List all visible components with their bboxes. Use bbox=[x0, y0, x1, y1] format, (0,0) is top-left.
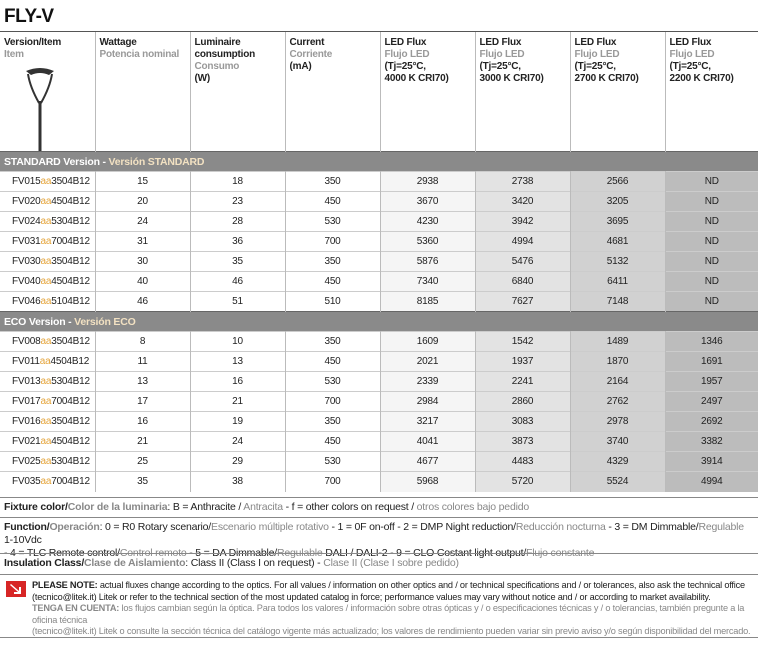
flux-3000-cell: 3083 bbox=[475, 412, 570, 432]
flux-2200-cell: ND bbox=[665, 252, 758, 272]
flux-2200-cell: 1346 bbox=[665, 332, 758, 352]
item-code-pre: FV016 bbox=[12, 416, 41, 427]
section-title-eco-es: Versión ECO bbox=[74, 315, 136, 328]
flux-2700-cell: 1489 bbox=[570, 332, 665, 352]
current-cell: 530 bbox=[285, 452, 380, 472]
item-code-aa: aa bbox=[40, 476, 52, 488]
current-cell: 700 bbox=[285, 392, 380, 412]
note-color-text-es2: otros colores bajo pedido bbox=[416, 501, 529, 513]
flux-2700-cell: 3740 bbox=[570, 432, 665, 452]
col-wattage bbox=[95, 32, 190, 152]
item-code bbox=[0, 192, 95, 212]
col-flux-4000-t1: (Tj=25°C, bbox=[384, 61, 426, 72]
item-code bbox=[0, 472, 95, 492]
item-code-pre: FV040 bbox=[12, 276, 41, 287]
flux-4000-cell: 2021 bbox=[380, 352, 475, 372]
header-row bbox=[0, 32, 758, 152]
item-code bbox=[0, 232, 95, 252]
current-cell: 450 bbox=[285, 352, 380, 372]
flux-2700-cell: 6411 bbox=[570, 272, 665, 292]
table-row bbox=[0, 272, 758, 292]
item-code-pre: FV025 bbox=[12, 456, 41, 467]
col-consumption-en2: consumption bbox=[194, 49, 256, 60]
item-code-aa: aa bbox=[40, 196, 52, 207]
table-row bbox=[0, 472, 758, 492]
flux-3000-cell: 1542 bbox=[475, 332, 570, 352]
flux-3000-cell: 3873 bbox=[475, 432, 570, 452]
note-color-text-en: : B = Anthracite / bbox=[167, 501, 244, 513]
flux-3000-cell: 4483 bbox=[475, 452, 570, 472]
col-flux-3000-es: Flujo LED bbox=[479, 49, 525, 60]
table-body bbox=[0, 152, 758, 492]
flux-2700-cell: 2164 bbox=[570, 372, 665, 392]
table-row bbox=[0, 192, 758, 212]
flux-2700-cell: 4681 bbox=[570, 232, 665, 252]
warning-text-en2: (tecnico@litek.it) Litek or refer to the technical section of the most updated catalog in force; performance values may vary without notice and / or according to market availability. bbox=[32, 591, 711, 602]
flux-2700-cell: 3205 bbox=[570, 192, 665, 212]
wattage-cell: 20 bbox=[95, 192, 190, 212]
note-function-l1e: - 3 = DM Dimmable/ bbox=[605, 521, 699, 533]
col-consumption bbox=[190, 32, 285, 152]
note-insulation bbox=[0, 553, 758, 573]
wattage-cell: 11 bbox=[95, 352, 190, 372]
consumption-cell: 10 bbox=[190, 332, 285, 352]
col-flux-4000-es: Flujo LED bbox=[384, 49, 430, 60]
item-code-post: 5304B12 bbox=[51, 376, 90, 387]
table-row bbox=[0, 432, 758, 452]
note-function-l2d: Regulable bbox=[277, 547, 323, 559]
item-code-post: 7004B12 bbox=[51, 236, 90, 247]
col-consumption-es: Consumo bbox=[194, 61, 240, 72]
flux-2200-cell: ND bbox=[665, 232, 758, 252]
flux-3000-cell: 3942 bbox=[475, 212, 570, 232]
flux-2700-cell: 3695 bbox=[570, 212, 665, 232]
item-code-post: 7004B12 bbox=[51, 476, 90, 488]
consumption-cell: 18 bbox=[190, 172, 285, 192]
flux-3000-cell: 7627 bbox=[475, 292, 570, 312]
item-code-pre: FV031 bbox=[12, 236, 41, 247]
section-title-standard-es: Versión STANDARD bbox=[108, 155, 205, 168]
item-code-aa: aa bbox=[40, 436, 52, 447]
note-color-text-en2: - f = other colors on request / bbox=[282, 501, 417, 513]
flux-4000-cell: 5968 bbox=[380, 472, 475, 492]
table-row bbox=[0, 452, 758, 472]
item-code bbox=[0, 252, 95, 272]
fly-v-luminaire-icon bbox=[18, 65, 62, 151]
product-table bbox=[0, 32, 758, 492]
item-code bbox=[0, 452, 95, 472]
current-cell: 350 bbox=[285, 412, 380, 432]
flux-3000-cell: 2860 bbox=[475, 392, 570, 412]
note-function-l2c: - 5 = DA Dimmable/ bbox=[186, 547, 278, 559]
note-function-label-en: Function/ bbox=[4, 521, 50, 533]
col-version-en: Version/Item bbox=[4, 37, 62, 48]
flux-2200-cell: ND bbox=[665, 292, 758, 312]
note-insulation-text-en: : Class II (Class I on request) - bbox=[185, 557, 324, 569]
wattage-cell: 31 bbox=[95, 232, 190, 252]
col-flux-3000-t1: (Tj=25°C, bbox=[479, 61, 521, 72]
item-code-post: 3504B12 bbox=[51, 256, 90, 267]
wattage-cell: 21 bbox=[95, 432, 190, 452]
current-cell: 700 bbox=[285, 472, 380, 492]
flux-3000-cell: 3420 bbox=[475, 192, 570, 212]
col-flux-2200-en: LED Flux bbox=[669, 37, 712, 48]
col-flux-2200-es: Flujo LED bbox=[669, 49, 715, 60]
col-flux-2700-en: LED Flux bbox=[574, 37, 617, 48]
flux-3000-cell: 1937 bbox=[475, 352, 570, 372]
col-flux-4000-t2: 4000 K CRI70) bbox=[384, 73, 449, 84]
note-function-l1f: Regulable bbox=[698, 521, 744, 533]
col-flux-3000-t2: 3000 K CRI70) bbox=[479, 73, 544, 84]
note-insulation-text-es: Clase II (Clase I sobre pedido) bbox=[323, 557, 459, 569]
flux-2700-cell: 2978 bbox=[570, 412, 665, 432]
item-code bbox=[0, 212, 95, 232]
item-code-post: 5304B12 bbox=[51, 456, 90, 467]
col-version-es: Item bbox=[4, 49, 24, 60]
flux-2700-cell: 4329 bbox=[570, 452, 665, 472]
wattage-cell: 46 bbox=[95, 292, 190, 312]
item-code-pre: FV013 bbox=[12, 376, 41, 387]
consumption-cell: 51 bbox=[190, 292, 285, 312]
item-code-pre: FV030 bbox=[12, 256, 41, 267]
item-code-post: 3504B12 bbox=[51, 176, 90, 187]
flux-3000-cell: 6840 bbox=[475, 272, 570, 292]
wattage-cell: 30 bbox=[95, 252, 190, 272]
table-row bbox=[0, 412, 758, 432]
note-color-label-es: Color de la luminaria bbox=[67, 501, 168, 513]
flux-2200-cell: ND bbox=[665, 272, 758, 292]
wattage-cell: 15 bbox=[95, 172, 190, 192]
flux-4000-cell: 3670 bbox=[380, 192, 475, 212]
item-code-pre: FV017 bbox=[12, 396, 41, 407]
flux-4000-cell: 8185 bbox=[380, 292, 475, 312]
note-color-text-es: Antracita bbox=[243, 501, 283, 513]
section-header-standard bbox=[0, 152, 758, 172]
wattage-cell: 13 bbox=[95, 372, 190, 392]
col-flux-4000 bbox=[380, 32, 475, 152]
current-cell: 450 bbox=[285, 272, 380, 292]
col-version bbox=[0, 32, 95, 152]
flux-2200-cell: 3914 bbox=[665, 452, 758, 472]
col-flux-4000-en: LED Flux bbox=[384, 37, 427, 48]
section-header-eco bbox=[0, 312, 758, 332]
col-current bbox=[285, 32, 380, 152]
flux-4000-cell: 5876 bbox=[380, 252, 475, 272]
table-row bbox=[0, 172, 758, 192]
note-function-l2a: - 4 = TLC Remote control/ bbox=[4, 547, 120, 559]
current-cell: 450 bbox=[285, 192, 380, 212]
flux-4000-cell: 2938 bbox=[380, 172, 475, 192]
col-flux-2200-t1: (Tj=25°C, bbox=[669, 61, 711, 72]
item-code-post: 3504B12 bbox=[51, 336, 90, 347]
flux-2200-cell: 1957 bbox=[665, 372, 758, 392]
item-code bbox=[0, 292, 95, 312]
section-title-standard-en: STANDARD Version - bbox=[4, 155, 109, 168]
item-code-aa: aa bbox=[40, 376, 52, 387]
col-wattage-es: Potencia nominal bbox=[99, 49, 180, 60]
current-cell: 510 bbox=[285, 292, 380, 312]
current-cell: 450 bbox=[285, 432, 380, 452]
note-insulation-label-es: Clase de Aislamiento bbox=[84, 557, 186, 569]
item-code-aa: aa bbox=[40, 176, 52, 187]
col-flux-2700-t2: 2700 K CRI70) bbox=[574, 73, 639, 84]
flux-2200-cell: ND bbox=[665, 192, 758, 212]
col-consumption-unit: (W) bbox=[194, 73, 210, 84]
consumption-cell: 23 bbox=[190, 192, 285, 212]
section-title-eco bbox=[0, 312, 758, 332]
note-function-l1c: - 1 = 0F on-off - 2 = DMP Night reduction/ bbox=[328, 521, 516, 533]
item-code-aa: aa bbox=[40, 256, 52, 267]
item-code-pre: FV015 bbox=[12, 176, 41, 187]
page-title: FLY-V bbox=[4, 6, 54, 27]
item-code-aa: aa bbox=[39, 356, 51, 367]
item-code-aa: aa bbox=[40, 416, 52, 427]
flux-3000-cell: 5720 bbox=[475, 472, 570, 492]
flux-4000-cell: 4041 bbox=[380, 432, 475, 452]
flux-2200-cell: 2497 bbox=[665, 392, 758, 412]
flux-3000-cell: 2241 bbox=[475, 372, 570, 392]
flux-2200-cell: 4994 bbox=[665, 472, 758, 492]
table-row bbox=[0, 212, 758, 232]
col-current-en: Current bbox=[289, 37, 325, 48]
warning-label-en: PLEASE NOTE: bbox=[32, 580, 98, 590]
col-flux-2700-es: Flujo LED bbox=[574, 49, 620, 60]
table-row bbox=[0, 252, 758, 272]
flux-4000-cell: 1609 bbox=[380, 332, 475, 352]
table-row bbox=[0, 392, 758, 412]
item-code bbox=[0, 432, 95, 452]
section-title-standard bbox=[0, 152, 758, 172]
item-code-pre: FV024 bbox=[12, 216, 41, 227]
wattage-cell: 40 bbox=[95, 272, 190, 292]
wattage-cell: 16 bbox=[95, 412, 190, 432]
note-function-l1a: : 0 = R0 Rotary scenario/ bbox=[99, 521, 212, 533]
current-cell: 700 bbox=[285, 232, 380, 252]
flux-2700-cell: 1870 bbox=[570, 352, 665, 372]
item-code-pre: FV011 bbox=[12, 356, 40, 367]
flux-2700-cell: 2566 bbox=[570, 172, 665, 192]
note-warning bbox=[0, 574, 758, 641]
item-code-aa: aa bbox=[40, 216, 52, 227]
col-flux-2700-t1: (Tj=25°C, bbox=[574, 61, 616, 72]
col-current-es: Corriente bbox=[289, 49, 333, 60]
item-code-post: 4504B12 bbox=[50, 356, 90, 367]
flux-4000-cell: 2339 bbox=[380, 372, 475, 392]
flux-3000-cell: 2738 bbox=[475, 172, 570, 192]
consumption-cell: 13 bbox=[190, 352, 285, 372]
flux-2200-cell: ND bbox=[665, 172, 758, 192]
current-cell: 530 bbox=[285, 372, 380, 392]
wattage-cell: 25 bbox=[95, 452, 190, 472]
item-code-pre: FV046 bbox=[12, 296, 41, 307]
table-row bbox=[0, 352, 758, 372]
note-function-label-es: Operación bbox=[49, 521, 100, 533]
consumption-cell: 46 bbox=[190, 272, 285, 292]
current-cell: 530 bbox=[285, 212, 380, 232]
warning-label-es: TENGA EN CUENTA: bbox=[32, 603, 120, 613]
table-row bbox=[0, 232, 758, 252]
item-code-post: 4504B12 bbox=[51, 196, 90, 207]
item-code-aa: aa bbox=[40, 396, 52, 407]
flux-2700-cell: 5524 bbox=[570, 472, 665, 492]
consumption-cell: 24 bbox=[190, 432, 285, 452]
col-flux-3000 bbox=[475, 32, 570, 152]
note-insulation-label-en: Insulation Class/ bbox=[4, 557, 85, 569]
wattage-cell: 17 bbox=[95, 392, 190, 412]
flux-2200-cell: ND bbox=[665, 212, 758, 232]
flux-4000-cell: 7340 bbox=[380, 272, 475, 292]
item-code-aa: aa bbox=[40, 456, 52, 467]
wattage-cell: 24 bbox=[95, 212, 190, 232]
item-code-aa: aa bbox=[40, 296, 52, 307]
current-cell: 350 bbox=[285, 172, 380, 192]
flux-4000-cell: 5360 bbox=[380, 232, 475, 252]
item-code-post: 4504B12 bbox=[51, 276, 90, 287]
item-code bbox=[0, 352, 95, 372]
consumption-cell: 28 bbox=[190, 212, 285, 232]
current-cell: 350 bbox=[285, 332, 380, 352]
col-flux-3000-en: LED Flux bbox=[479, 37, 522, 48]
flux-2700-cell: 5132 bbox=[570, 252, 665, 272]
item-code bbox=[0, 172, 95, 192]
flux-4000-cell: 3217 bbox=[380, 412, 475, 432]
note-fixture-color bbox=[0, 497, 758, 517]
warning-arrow-icon bbox=[6, 581, 26, 597]
flux-4000-cell: 4230 bbox=[380, 212, 475, 232]
col-flux-2200-t2: 2200 K CRI70) bbox=[669, 73, 734, 84]
item-code-aa: aa bbox=[40, 236, 52, 247]
note-color-label-en: Fixture color/ bbox=[4, 501, 68, 513]
flux-4000-cell: 2984 bbox=[380, 392, 475, 412]
note-function-l2e: DALI / DALI-2 - 9 = CLO Costant light output/ bbox=[322, 547, 527, 559]
section-title-eco-en: ECO Version - bbox=[4, 315, 75, 328]
flux-3000-cell: 4994 bbox=[475, 232, 570, 252]
item-code bbox=[0, 372, 95, 392]
table-row bbox=[0, 372, 758, 392]
item-code-post: 7004B12 bbox=[51, 396, 90, 407]
wattage-cell: 8 bbox=[95, 332, 190, 352]
flux-2200-cell: 3382 bbox=[665, 432, 758, 452]
item-code bbox=[0, 272, 95, 292]
consumption-cell: 36 bbox=[190, 232, 285, 252]
consumption-cell: 35 bbox=[190, 252, 285, 272]
warning-text-es1: los flujos cambian según la óptica. Para todos los valores / información sobre otras ópticas y / o especificaciones técnicas y / o tolerancias, también pregunte a la oficina técnica bbox=[32, 603, 745, 625]
current-cell: 350 bbox=[285, 252, 380, 272]
col-consumption-en1: Luminaire bbox=[194, 37, 241, 48]
col-flux-2700 bbox=[570, 32, 665, 152]
note-function-l1b: Escenario múltiple rotativo bbox=[211, 521, 329, 533]
warning-text-es2: (tecnico@litek.it) Litek o consulte la sección técnica del catálogo vigente más actualizado; los valores de rendimiento pueden variar sin previo aviso y/o según disponibilidad del mercado. bbox=[32, 626, 751, 636]
item-code-aa: aa bbox=[40, 276, 52, 287]
flux-3000-cell: 5476 bbox=[475, 252, 570, 272]
consumption-cell: 19 bbox=[190, 412, 285, 432]
consumption-cell: 16 bbox=[190, 372, 285, 392]
item-code-pre: FV035 bbox=[12, 476, 41, 488]
flux-2700-cell: 7148 bbox=[570, 292, 665, 312]
flux-2200-cell: 2692 bbox=[665, 412, 758, 432]
item-code-pre: FV020 bbox=[12, 196, 41, 207]
item-code bbox=[0, 392, 95, 412]
note-function-l1d: Reducción nocturna bbox=[515, 521, 606, 533]
note-function-l2b: Control remoto bbox=[119, 547, 187, 559]
col-current-unit: (mA) bbox=[289, 61, 312, 72]
note-function-l1g: 1-10Vdc bbox=[4, 534, 42, 546]
consumption-cell: 29 bbox=[190, 452, 285, 472]
item-code-aa: aa bbox=[40, 336, 52, 347]
item-code bbox=[0, 332, 95, 352]
item-code-pre: FV021 bbox=[12, 436, 41, 447]
item-code-post: 5104B12 bbox=[51, 296, 90, 307]
item-code bbox=[0, 412, 95, 432]
item-code-post: 4504B12 bbox=[51, 436, 90, 447]
flux-4000-cell: 4677 bbox=[380, 452, 475, 472]
consumption-cell: 21 bbox=[190, 392, 285, 412]
table-row bbox=[0, 332, 758, 352]
flux-2200-cell: 1691 bbox=[665, 352, 758, 372]
col-wattage-en: Wattage bbox=[99, 37, 137, 48]
bottom-divider bbox=[0, 637, 758, 638]
table-row bbox=[0, 292, 758, 312]
note-function-l2f: Flujo constante bbox=[526, 547, 595, 559]
item-code-pre: FV008 bbox=[12, 336, 41, 347]
col-flux-2200 bbox=[665, 32, 758, 152]
flux-2700-cell: 2762 bbox=[570, 392, 665, 412]
consumption-cell: 38 bbox=[190, 472, 285, 492]
item-code-post: 3504B12 bbox=[51, 416, 90, 427]
warning-text-en1: actual fluxes change according to the optics. For all values / information on other optics and / or technical specifications and / or tolerances, also ask the technical office bbox=[97, 580, 745, 590]
wattage-cell: 35 bbox=[95, 472, 190, 492]
item-code-post: 5304B12 bbox=[51, 216, 90, 227]
